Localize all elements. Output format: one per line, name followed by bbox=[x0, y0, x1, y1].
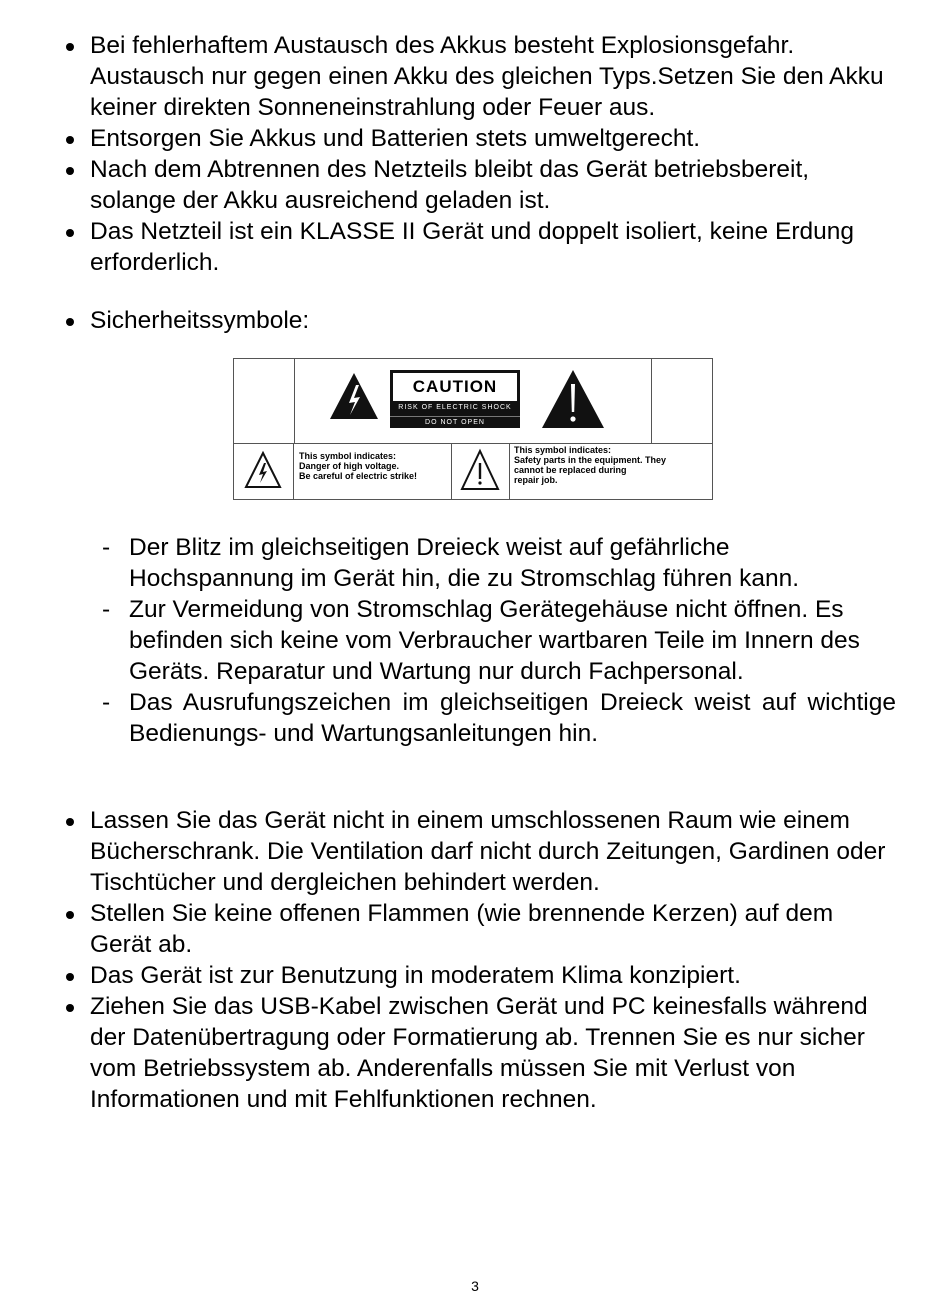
symbol-explanation-list bbox=[100, 532, 896, 749]
safety-symbols-list bbox=[62, 305, 898, 336]
bullet-item: Lassen Sie das Gerät nicht in einem umschlossenen Raum wie einem Bücherschrank. Die Ventilation darf nicht durch Zeitungen, Gardinen oder Tischtücher und dergleichen behindert werden. bbox=[62, 805, 898, 898]
exclamation-outline-triangle-icon bbox=[452, 443, 508, 497]
lightning-triangle-icon bbox=[328, 371, 380, 421]
bullet-item: Das Netzteil ist ein KLASSE II Gerät und doppelt isoliert, keine Erdung erforderlich. bbox=[62, 216, 898, 278]
dash-item: - Das Ausrufungszeichen im gleichseitigen Dreieck weist auf wichtige Bedienungs- und Wartungsanleitungen hin. bbox=[100, 687, 896, 749]
lightning-outline-triangle-icon bbox=[234, 443, 292, 497]
caution-subtitle-risk: RISK OF ELECTRIC SHOCK bbox=[398, 404, 512, 411]
safety-symbol-cell bbox=[452, 443, 510, 499]
safety-bullet-list-top bbox=[62, 30, 898, 278]
bullet-item: Das Gerät ist zur Benutzung in moderatem Klima konzipiert. bbox=[62, 960, 898, 991]
caution-title: CAUTION bbox=[393, 373, 517, 401]
caution-label bbox=[233, 358, 713, 500]
bullet-item: Stellen Sie keine offenen Flammen (wie brennende Kerzen) auf dem Gerät ab. bbox=[62, 898, 898, 960]
safety-symbol-description: This symbol indicates: Safety parts in the equipment. They cannot be replaced during repair job. bbox=[514, 445, 667, 485]
exclamation-triangle-icon bbox=[540, 368, 606, 430]
dash-item: - Zur Vermeidung von Stromschlag Gerätegehäuse nicht öffnen. Es befinden sich keine vom Verbraucher wartbaren Teile im Innern des Geräts. Reparatur und Wartung nur durch Fachpersonal. bbox=[100, 594, 896, 687]
bullet-item: Bei fehlerhaftem Austausch des Akkus besteht Explosionsgefahr. Austausch nur gegen einen Akku des gleichen Typs.Setzen Sie den Akku keiner direkten Sonneneinstrahlung oder Feuer aus. bbox=[62, 30, 898, 123]
caution-box bbox=[390, 370, 520, 428]
bullet-item: Ziehen Sie das USB-Kabel zwischen Gerät und PC keinesfalls während der Datenübertragung oder Formatierung ab. Trennen Sie es nur sicher vom Betriebssystem ab. Anderenfalls müssen Sie mit Verlust von Informationen und mit Fehlfunktionen rechnen. bbox=[62, 991, 898, 1115]
page-number: 3 bbox=[471, 1278, 479, 1294]
caution-subtitle-open: DO NOT OPEN bbox=[390, 416, 520, 426]
bullet-item: Entsorgen Sie Akkus und Batterien stets umweltgerecht. bbox=[62, 123, 898, 154]
voltage-symbol-cell bbox=[234, 443, 294, 499]
safety-symbols-heading: Sicherheitssymbole: bbox=[62, 305, 898, 336]
dash-item: - Der Blitz im gleichseitigen Dreieck weist auf gefährliche Hochspannung im Gerät hin, die zu Stromschlag führen kann. bbox=[100, 532, 896, 594]
bullet-item: Nach dem Abtrennen des Netzteils bleibt das Gerät betriebsbereit, solange der Akku ausreichend geladen ist. bbox=[62, 154, 898, 216]
voltage-symbol-description: This symbol indicates: Danger of high voltage. Be careful of electric strike! bbox=[294, 443, 452, 499]
safety-bullet-list-bottom bbox=[62, 805, 898, 1115]
